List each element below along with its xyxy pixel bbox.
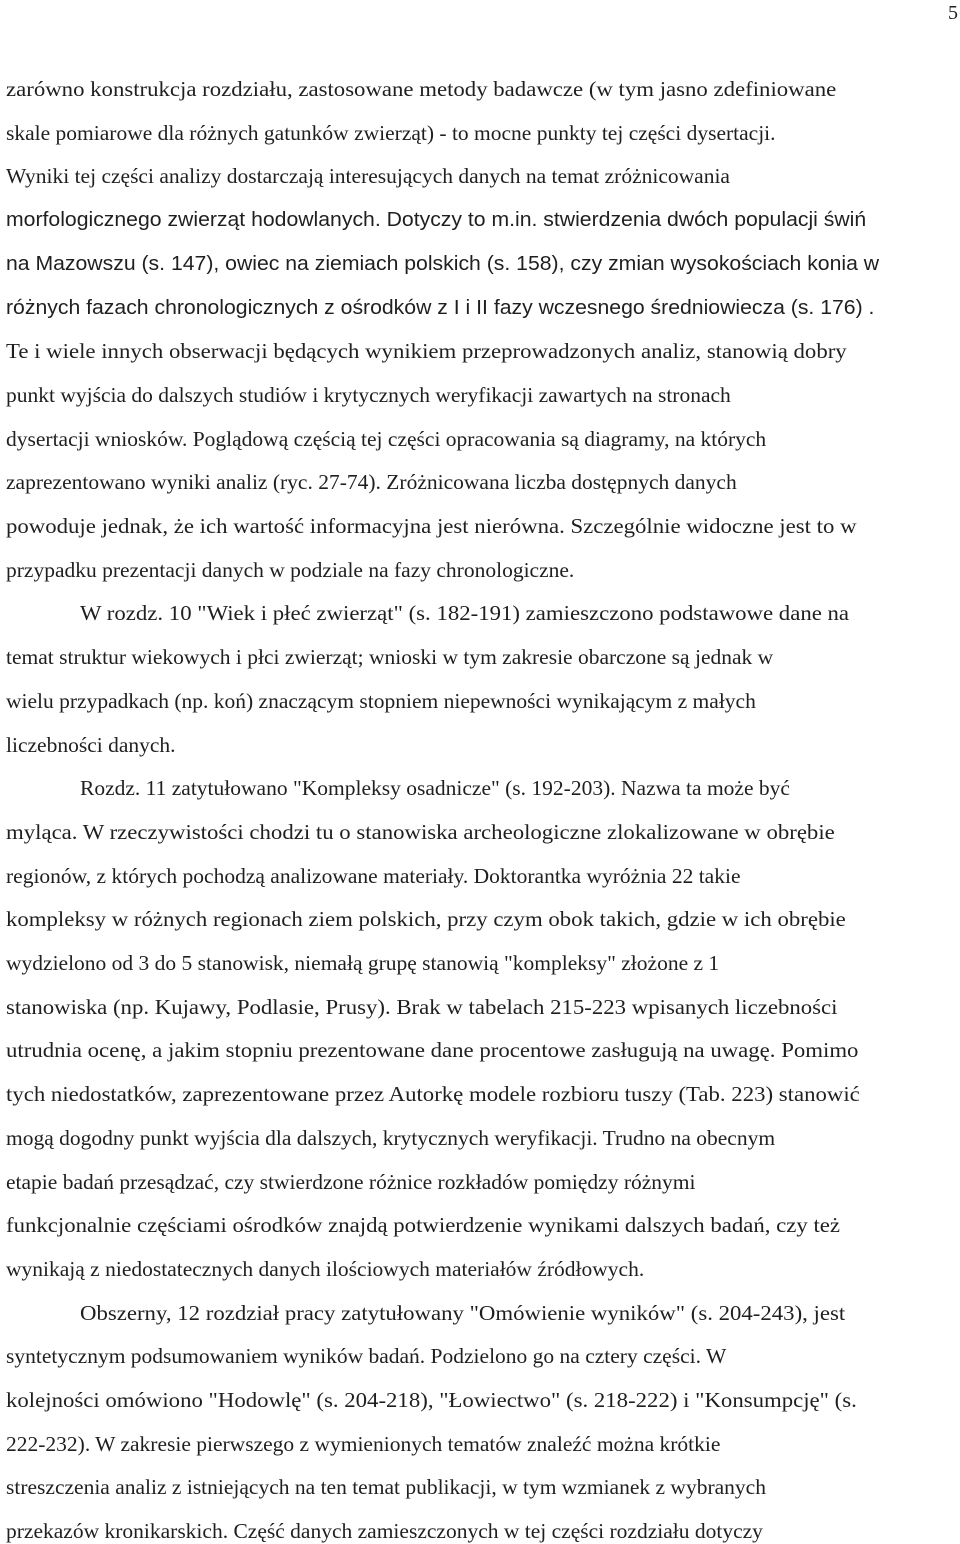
text-line: Obszerny, 12 rozdział pracy zatytułowany "Omówienie wyników" (s. 204-243), jest	[80, 1300, 846, 1325]
text-line: dysertacji wniosków. Poglądową częścią tej części opracowania są diagramy, na których	[6, 426, 767, 451]
text-line: wielu przypadkach (np. koń) znaczącym stopniem niepewności wynikającym z małych	[6, 688, 756, 713]
text-line: zarówno konstrukcja rozdziału, zastosowane metody badawcze (w tym jasno zdefiniowane	[6, 77, 837, 101]
text-line: na Mazowszu (s. 147), owiec na ziemiach polskich (s. 158), czy zmian wysokościach konia w	[6, 252, 880, 275]
text-line: punkt wyjścia do dalszych studiów i krytycznych weryfikacji zawartych na stronach	[6, 382, 731, 407]
text-line: kolejności omówiono "Hodowlę" (s. 204-218), "Łowiectwo" (s. 218-222) i "Konsumpcję" (s.	[6, 1388, 857, 1412]
text-line: liczebności danych.	[6, 732, 176, 757]
text-line: funkcjonalnie częściami ośrodków znajdą potwierdzenie wynikami dalszych badań, czy też	[6, 1213, 841, 1238]
text-line: skale pomiarowe dla różnych gatunków zwierząt) - to mocne punkty tej części dysertacji.	[6, 120, 776, 145]
text-line: 222-232). W zakresie pierwszego z wymienionych tematów znaleźć można krótkie	[6, 1431, 721, 1456]
text-line: różnych fazach chronologicznych z ośrodków z I i II fazy wczesnego średniowiecza (s. 176) .	[6, 296, 875, 319]
text-line: regionów, z których pochodzą analizowane materiały. Doktorantka wyróżnia 22 takie	[6, 863, 741, 888]
text-line: etapie badań przesądzać, czy stwierdzone różnice rozkładów pomiędzy różnymi	[6, 1169, 696, 1194]
text-line: wydzielono od 3 do 5 stanowisk, niemałą grupę stanowią "kompleksy" złożone z 1	[6, 951, 720, 975]
text-line: syntetycznym podsumowaniem wyników badań. Podzielono go na cztery części. W	[6, 1344, 727, 1369]
text-line: Te i wiele innych obserwacji będących wynikiem przeprowadzonych analiz, stanowią dobry	[6, 339, 847, 364]
text-line: mogą dogodny punkt wyjścia dla dalszych, krytycznych weryfikacji. Trudno na obecnym	[6, 1125, 776, 1150]
text-line: W rozdz. 10 "Wiek i płeć zwierząt" (s. 182-191) zamieszczono podstawowe dane na	[80, 601, 850, 626]
text-line: Rozdz. 11 zatytułowano "Kompleksy osadnicze" (s. 192-203). Nazwa ta może być	[80, 776, 790, 801]
text-line: przekazów kronikarskich. Część danych zamieszczonych w tej części rozdziału dotyczy	[6, 1519, 763, 1544]
text-line: myląca. W rzeczywistości chodzi tu o stanowiska archeologiczne zlokalizowane w obrębie	[6, 819, 835, 844]
text-line: powoduje jednak, że ich wartość informacyjna jest nierówna. Szczególnie widoczne jest to w	[6, 514, 857, 538]
text-line: zaprezentowano wyniki analiz (ryc. 27-74). Zróżnicowana liczba dostępnych danych	[6, 470, 737, 495]
text-line: stanowiska (np. Kujawy, Podlasie, Prusy). Brak w tabelach 215-223 wpisanych liczebności	[6, 994, 838, 1019]
text-line: morfologicznego zwierząt hodowlanych. Dotyczy to m.in. stwierdzenia dwóch populacji świń	[6, 209, 867, 232]
text-line: przypadku prezentacji danych w podziale na fazy chronologiczne.	[6, 557, 575, 582]
text-line: wynikają z niedostatecznych danych ilościowych materiałów źródłowych.	[6, 1256, 645, 1281]
text-line: tych niedostatków, zaprezentowane przez Autorkę modele rozbioru tuszy (Tab. 223) stanowić	[6, 1082, 860, 1107]
text-line: streszczenia analiz z istniejących na ten temat publikacji, w tym wzmianek z wybranych	[6, 1475, 766, 1500]
text-line: kompleksy w różnych regionach ziem polskich, przy czym obok takich, gdzie w ich obrębie	[6, 907, 846, 932]
text-line: utrudnia ocenę, a jakim stopniu prezentowane dane procentowe zasługują na uwagę. Pomimo	[6, 1038, 859, 1063]
text-line: temat struktur wiekowych i płci zwierząt; wnioski w tym zakresie obarczone są jednak w	[6, 645, 774, 670]
page-number: 5	[948, 2, 958, 24]
text-line: Wyniki tej części analizy dostarczają interesujących danych na temat zróżnicowania	[6, 164, 730, 189]
